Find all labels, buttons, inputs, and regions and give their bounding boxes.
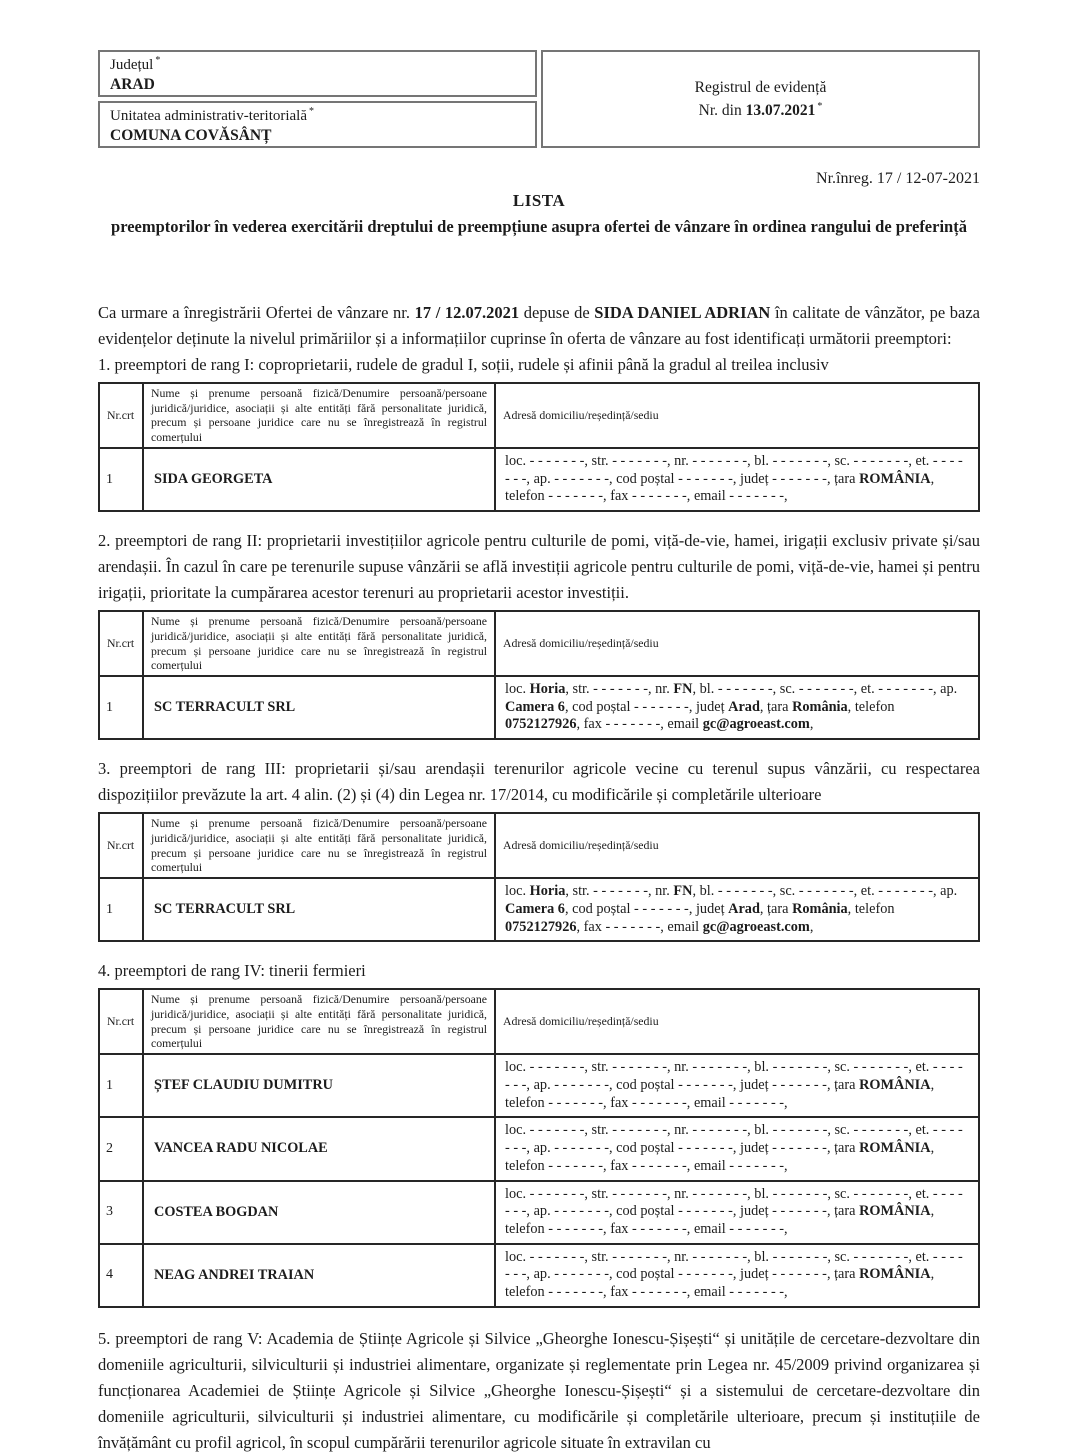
- table-row: [99, 1054, 979, 1117]
- section-5-heading: 5. preemptori de rang V: Academia de Științe Agricole și Silvice „Gheorghe Ionescu-Șișești“ și unitățile de cercetare-dezvoltare din domeniile agriculturii, silviculturii și industriei alimentare, organizate și reglementate prin Legea nr. 45/2009 privind organizarea și funcționarea Academiei de Științe Agricole și Silvice „Gheorghe Ionescu-Șișești“ și a sistemului de cercetare-dezvoltare din domeniile agriculturii, silviculturii și industriei alimentare, cu modificările și completările ulterioare, precum și instituțiile de învățământ cu profil agricol, în scopul cumpărării terenurilor agricole situate în extravilan cu: [98, 1328, 980, 1452]
- table-row: [99, 1117, 979, 1180]
- col-header-address: Adresă domiciliu/reședință/sediu: [495, 989, 979, 1054]
- registry-number-line: Nr. din 13.07.2021 *: [698, 100, 823, 120]
- county-box: [98, 50, 537, 97]
- page-title: LISTA: [512, 191, 566, 210]
- rank4-table: [98, 988, 980, 1308]
- table-header-row: [99, 989, 979, 1054]
- section-2-heading: 2. preemptori de rang II: proprietarii investițiilor agricole pentru culturile de pomi, viță-de-vie, hamei, irigații exclusiv private și/sau arendașii. În cazul în care pe terenurile supuse vânzării se află investiții agricole pentru culturile de pomi, viță-de-vie, hamei și pentru irigații, prioritate la cumpărarea acestor terenuri au proprietarii acestor investiții.: [98, 531, 980, 603]
- col-header-nr: Nr.crt: [99, 989, 143, 1054]
- registry-date: 13.07.2021: [745, 102, 816, 120]
- county-value: ARAD: [110, 75, 155, 93]
- row-number: 1: [99, 676, 143, 739]
- asterisk: *: [155, 55, 161, 66]
- col-header-nr: Nr.crt: [99, 383, 143, 448]
- row-number: 4: [99, 1244, 143, 1307]
- rank3-table: [98, 812, 980, 942]
- col-header-nr: Nr.crt: [99, 611, 143, 676]
- col-header-address: Adresă domiciliu/reședință/sediu: [495, 611, 979, 676]
- preemptor-address: loc. - - - - - - -, str. - - - - - - -, nr. - - - - - - -, bl. - - - - - - -, sc. - - - - - - -, et. - - - - - - -, ap. - - - - - - -, cod poștal - - - - - - -, județ - - - - - - -, țara ROMÂNIA, telefon - - - - - - -, fax - - - - - - -, email - - - - - - -,: [495, 1244, 979, 1307]
- col-header-name: Nume și prenume persoană fizică/Denumire persoană/persoane juridică/juridice, asociații și alte entități fără personalitate juridică, precum și persoane juridice care nu se înregistrează în registrul comerțului: [143, 611, 495, 676]
- section-4-heading: 4. preemptori de rang IV: tinerii fermieri: [98, 961, 366, 981]
- preemptor-address: loc. - - - - - - -, str. - - - - - - -, nr. - - - - - - -, bl. - - - - - - -, sc. - - - - - - -, et. - - - - - - -, ap. - - - - - - -, cod poștal - - - - - - -, județ - - - - - - -, țara ROMÂNIA, telefon - - - - - - -, fax - - - - - - -, email - - - - - - -,: [495, 448, 979, 511]
- asterisk: *: [817, 100, 823, 112]
- row-number: 1: [99, 1054, 143, 1117]
- rank2-table: [98, 610, 980, 740]
- table-row: [99, 676, 979, 739]
- registration-number-line: Nr.înreg. 17 / 12-07-2021: [816, 170, 980, 187]
- preemptor-name: VANCEA RADU NICOLAE: [143, 1117, 495, 1180]
- col-header-nr: Nr.crt: [99, 813, 143, 878]
- col-header-name: Nume și prenume persoană fizică/Denumire persoană/persoane juridică/juridice, asociații și alte entități fără personalitate juridică, precum și persoane juridice care nu se înregistrează în registrul comerțului: [143, 989, 495, 1054]
- header-left-column: [98, 50, 537, 148]
- table-row: [99, 448, 979, 511]
- preemptor-address: loc. - - - - - - -, str. - - - - - - -, nr. - - - - - - -, bl. - - - - - - -, sc. - - - - - - -, et. - - - - - - -, ap. - - - - - - -, cod poștal - - - - - - -, județ - - - - - - -, țara ROMÂNIA, telefon - - - - - - -, fax - - - - - - -, email - - - - - - -,: [495, 1054, 979, 1117]
- uat-box: [98, 101, 537, 148]
- preemptor-address: loc. - - - - - - -, str. - - - - - - -, nr. - - - - - - -, bl. - - - - - - -, sc. - - - - - - -, et. - - - - - - -, ap. - - - - - - -, cod poștal - - - - - - -, județ - - - - - - -, țara ROMÂNIA, telefon - - - - - - -, fax - - - - - - -, email - - - - - - -,: [495, 1117, 979, 1180]
- preemptor-name: SC TERRACULT SRL: [143, 676, 495, 739]
- preemptor-name: SIDA GEORGETA: [143, 448, 495, 511]
- table-header-row: [99, 611, 979, 676]
- col-header-name: Nume și prenume persoană fizică/Denumire persoană/persoane juridică/juridice, asociații și alte entități fără personalitate juridică, precum și persoane juridice care nu se înregistrează în registrul comerțului: [143, 813, 495, 878]
- document-content: [98, 0, 980, 1456]
- row-number: 1: [99, 878, 143, 941]
- col-header-address: Adresă domiciliu/reședință/sediu: [495, 813, 979, 878]
- row-number: 3: [99, 1181, 143, 1244]
- table-row: [99, 1181, 979, 1244]
- rank1-table: [98, 382, 980, 512]
- table-header-row: [99, 383, 979, 448]
- intro-paragraph: Ca urmare a înregistrării Ofertei de vânzare nr. 17 / 12.07.2021 depuse de SIDA DANIEL ADRIAN în calitate de vânzător, pe baza evidențelor deținute la nivelul primăriilor și a informațiilor cuprinse în oferta de vânzare au fost identificați următorii preemptori:: [98, 303, 980, 348]
- table-header-row: [99, 813, 979, 878]
- county-label: Județul *: [110, 55, 161, 73]
- registry-title: Registrul de evidență: [694, 78, 827, 96]
- section-3-heading: 3. preemptori de rang III: proprietarii și/sau arendașii terenurilor agricole vecine cu terenul supus vânzării, cu respectarea dispozițiilor prevăzute la art. 4 alin. (2) și (4) din Legea nr. 17/2014, cu modificările și completările ulterioare: [98, 759, 980, 805]
- preemptor-name: COSTEA BOGDAN: [143, 1181, 495, 1244]
- col-header-name: Nume și prenume persoană fizică/Denumire persoană/persoane juridică/juridice, asociații și alte entități fără personalitate juridică, precum și persoane juridice care nu se înregistrează în registrul comerțului: [143, 383, 495, 448]
- preemptor-name: NEAG ANDREI TRAIAN: [143, 1244, 495, 1307]
- preemptor-address: loc. Horia, str. - - - - - - -, nr. FN, bl. - - - - - - -, sc. - - - - - - -, et. - - - - - - -, ap. Camera 6, cod poștal - - - - - - -, județ Arad, țara România, telefon 0752127926, fax - - - - - - -, email gc@agroeast.com,: [495, 676, 979, 739]
- uat-label: Unitatea administrativ-teritorială *: [110, 106, 315, 124]
- row-number: 2: [99, 1117, 143, 1180]
- uat-value: COMUNA COVĂSÂNȚ: [110, 126, 272, 144]
- col-header-address: Adresă domiciliu/reședință/sediu: [495, 383, 979, 448]
- row-number: 1: [99, 448, 143, 511]
- preemptor-name: ȘTEF CLAUDIU DUMITRU: [143, 1054, 495, 1117]
- header-boxes: [98, 50, 980, 148]
- asterisk: *: [309, 106, 315, 117]
- page-subtitle: preemptorilor în vederea exercitării dreptului de preempțiune asupra ofertei de vânzare în ordinea rangului de preferință: [111, 217, 967, 236]
- section-1-heading: 1. preemptori de rang I: coproprietarii, rudele de gradul I, soții, rudele și afinii până la gradul al treilea inclusiv: [98, 355, 829, 374]
- table-row: [99, 1244, 979, 1307]
- preemptor-address: loc. Horia, str. - - - - - - -, nr. FN, bl. - - - - - - -, sc. - - - - - - -, et. - - - - - - -, ap. Camera 6, cod poștal - - - - - - -, județ Arad, țara România, telefon 0752127926, fax - - - - - - -, email gc@agroeast.com,: [495, 878, 979, 941]
- preemptor-address: loc. - - - - - - -, str. - - - - - - -, nr. - - - - - - -, bl. - - - - - - -, sc. - - - - - - -, et. - - - - - - -, ap. - - - - - - -, cod poștal - - - - - - -, județ - - - - - - -, țara ROMÂNIA, telefon - - - - - - -, fax - - - - - - -, email - - - - - - -,: [495, 1181, 979, 1244]
- table-row: [99, 878, 979, 941]
- preemptor-name: SC TERRACULT SRL: [143, 878, 495, 941]
- registry-box: [541, 50, 980, 148]
